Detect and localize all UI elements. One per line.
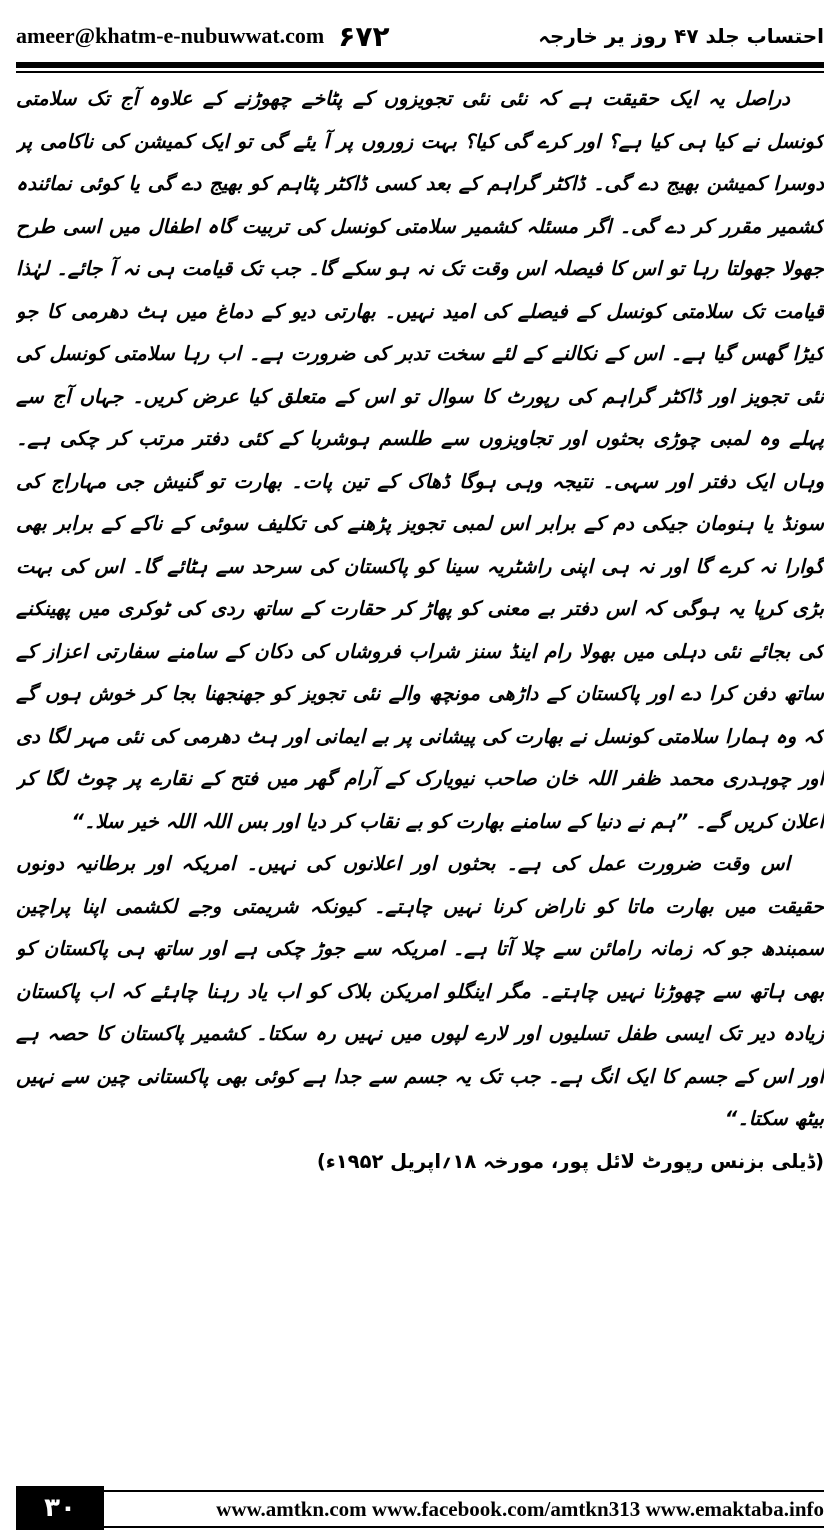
- footer-page-label: ۳۰: [16, 1486, 104, 1530]
- footer-rule-bottom: [104, 1526, 824, 1528]
- paragraph-1: دراصل یہ ایک حقیقت ہے کہ نئی نئی تجویزوں کے پٹاخے چھوڑنے کے علاوہ آج تک سلامتی کونسل نے کیا ہی کیا ہے؟ اور کرے گی کیا؟ بہت زوروں پر آ یئے گی تو ایک کمیشن کی ناکامی پر دوسرا کمیشن بھیج دے گی۔ ڈاکٹر گراہم کے بعد کسی ڈاکٹر پٹاہم کو بھیج دے گی یا کوئی نمائندہ کشمیر مقرر کر دے گی۔ اگر مسئلہ کشمیر سلامتی کونسل کی تربیت گاہ اطفال میں اسی طرح جھولا جھولتا رہا تو اس کا فیصلہ اس وقت تک نہ ہو سکے گا۔ جب تک قیامت ہی نہ آ جائے۔ لہٰذا قیامت تک سلامتی کونسل کے فیصلے کی امید نہیں۔ بھارتی دیو کے دماغ میں ہٹ دھرمی کا جو کیڑا گھس گیا ہے۔ اس کے نکالنے کے لئے سخت تدبر کی ضرورت ہے۔ اب رہا سلامتی کونسل کی نئی تجویز اور ڈاکٹر گراہم کی رپورٹ کا سوال تو اس کے متعلق کیا عرض کریں۔ جہاں آج سے پہلے وہ لمبی چوڑی بحثوں اور تجاویزوں سے طلسم ہوشربا کے کئی دفتر مرتب کر چکی ہے۔ وہاں ایک دفتر اور سہی۔ نتیجہ وہی ہوگا ڈھاک کے تین پات۔ بھارت تو گنیش جی مہاراج کی سونڈ یا ہنومان جیکی دم کے برابر اس لمبی تجویز پڑھنے کی تکلیف سوئی کے ناکے کے برابر بھی گوارا نہ کرے گا اور نہ ہی اپنی راشٹریہ سینا کو پاکستان کی سرحد سے ہٹائے گا۔ اس کی بہت بڑی کرپا یہ ہوگی کہ اس دفتر بے معنی کو پھاڑ کر حقارت کے ساتھ ردی کی ٹوکری میں پھینکنے کی بجائے نئی دہلی میں بھولا رام اینڈ سنز شراب فروشاں کی دکان کے سامنے سفارتی اعزاز کے ساتھ دفن کرا دے اور پاکستان کے داڑھی مونچھ والے نئی تجویز کو جھنجھنا بجا کر خوش ہوں گے کہ وہ ہمارا سلامتی کونسل نے بھارت کی پیشانی پر بے ایمانی اور ہٹ دھرمی کی نئی مہر لگا دی اور چوہدری محمد ظفر اللہ خان صاحب نیویارک کے آرام گھر میں فتح کے نقارے پر چوٹ لگا کر اعلان کریں گے۔ ”ہم نے دنیا کے سامنے بھارت کو بے نقاب کر دیا اور بس اللہ اللہ خیر سلا۔“: [16, 87, 824, 833]
- header-email[interactable]: ameer@khatm-e-nubuwwat.com: [16, 23, 325, 48]
- page-footer: [16, 1486, 824, 1530]
- header-rule-thin: [16, 71, 824, 73]
- page-header: [16, 14, 824, 58]
- book-title: احتساب جلد ۴۷ روز یر خارجہ: [538, 24, 824, 48]
- header-left-group: [16, 20, 390, 53]
- page-number: ۶۷۲: [338, 19, 390, 53]
- paragraph-2: اس وقت ضرورت عمل کی ہے۔ بحثوں اور اعلانوں کی نہیں۔ امریکہ اور برطانیہ دونوں حقیقت میں بھارت ماتا کو ناراض کرنا نہیں چاہتے۔ کیونکہ شریمتی وجے لکشمی اپنا پراچین سمبندھ جو کہ زمانہ رامائن سے چلا آتا ہے۔ امریکہ سے جوڑ چکی ہے اور ساتھ ہی پاکستان کو بھی ہاتھ سے چھوڑنا نہیں چاہتے۔ مگر اینگلو امریکن بلاک کو اب یاد رہنا چاہئے کہ اب پاکستان زیادہ دیر تک ایسی طفل تسلیوں اور لارے لپوں میں نہیں رہ سکتا۔ کشمیر پاکستان کا حصہ ہے اور اس کے جسم کا ایک انگ ہے۔ جب تک یہ جسم سے جدا ہے کوئی بھی پاکستانی چین سے نہیں بیٹھ سکتا۔“: [16, 852, 824, 1130]
- header-rule-thick: [16, 62, 824, 68]
- footer-links[interactable]: www.amtkn.com www.facebook.com/amtkn313 www.emaktaba.info: [216, 1496, 824, 1521]
- citation: (ڈیلی بزنس رپورٹ لائل پور، مورخہ ۱۸؍اپریل ۱۹۵۲ء): [316, 1149, 824, 1173]
- article-body: [16, 78, 824, 1458]
- footer-rule-top: [104, 1490, 824, 1492]
